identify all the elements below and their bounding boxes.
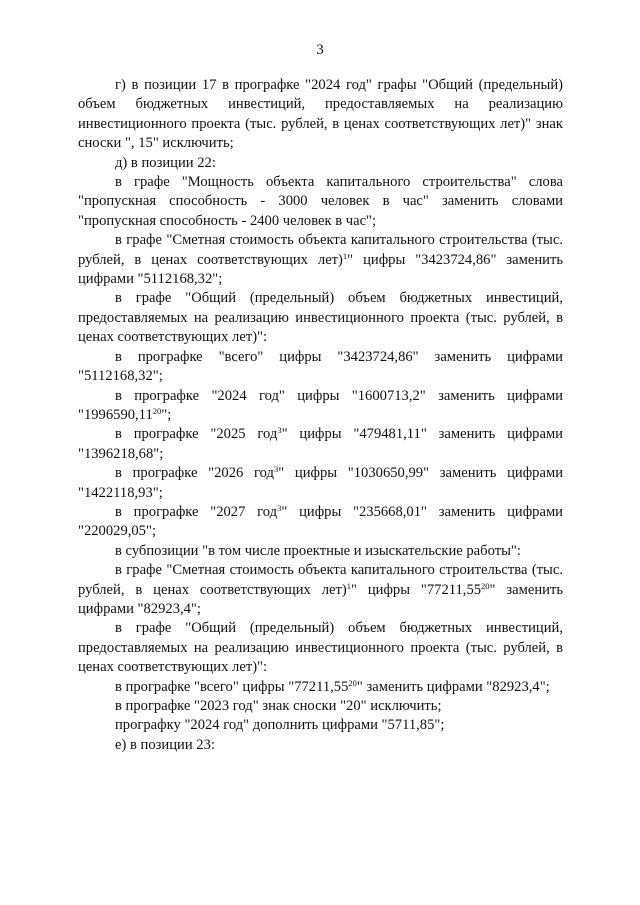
footnote-mark: 20 [348,677,357,688]
paragraph-design-total-investment: в графе "Общий (предельный) объем бюджетных инвестиций, предоставляемых на реализацию инвестиционного проекта (тыс. рублей, в ценах соответствующих лет)": [78,620,563,676]
paragraph-design-subitem-2023: в прографке "2023 год" знак сноски "20" исключить; [115,698,442,714]
paragraph-capacity-column: в графе "Мощность объекта капитального строительства" слова "пропускная способность - 3000 человек в час" заменить словами "пропускная способность - 2400 человек в час"; [78,174,563,229]
paragraph-e-position-23: е) в позиции 23: [115,736,215,753]
paragraph-subitem-2024 [78,387,563,426]
paragraph-design-subitem-total [78,678,563,697]
text-fragment: "; [161,406,172,423]
footnote-mark: 1 [342,250,348,261]
paragraph-total-investment-column: в графе "Общий (предельный) объем бюджетных инвестиций, предоставляемых на реализацию инвестиционного проекта (тыс. рублей, в ценах соответствующих лет)": [78,290,563,346]
text-fragment: в графе "Сметная стоимость объекта капитального строительства (тыс. рублей, в ценах соответствующих лет) [78,562,563,598]
footnote-mark: 3 [273,464,279,475]
text-fragment: " заменить цифрами "82923,4"; [356,678,550,695]
document-body [78,76,563,755]
footnote-mark: 20 [481,580,490,591]
page-number: 3 [316,42,324,58]
text-fragment: " заменить цифрами "82923,4"; [78,581,564,617]
text-fragment: в графе "Сметная стоимость объекта капитального строительства (тыс. рублей, в ценах соответствующих лет) [78,232,563,268]
paragraph-g-position-17: г) в позиции 17 в прографке "2024 год" графы "Общий (предельный) объем бюджетных инвестиций, предоставляемых на реализацию инвестиционного проекта (тыс. рублей, в ценах соответствующих лет)" знак сноски ", 15" исключить; [78,77,563,152]
footnote-mark: 3 [277,425,282,436]
paragraph-estimated-cost-column [78,231,563,289]
text-fragment: в прографке "2026 год [115,465,274,482]
text-fragment: в прографке "2024 год" цифры "1600713,2" заменить цифрами "1996590,11 [78,387,563,423]
paragraph-design-works-subposition: в субпозиции "в том числе проектные и изыскательские работы": [115,542,521,559]
paragraph-design-subitem-2024: прографку "2024 год" дополнить цифрами "5711,85"; [115,717,445,734]
footnote-mark: 3 [277,502,282,513]
text-fragment: в прографке "2027 год [115,503,278,520]
paragraph-subitem-2025 [78,425,563,464]
footnote-mark: 1 [346,580,351,591]
paragraph-subitem-total: в прографке "всего" цифры "3423724,86" заменить цифрами "5112168,32"; [78,348,563,385]
text-fragment: в прографке "всего" цифры "77211,55 [115,678,349,695]
paragraph-design-estimated-cost [78,561,563,619]
text-fragment: " цифры "235668,01" заменить цифрами "220029,05"; [78,503,563,540]
text-fragment: " цифры "479481,11" заменить цифрами "1396218,68"; [78,426,563,462]
text-fragment: " цифры "77211,55 [350,581,482,598]
text-fragment: в прографке "2025 год [115,426,278,443]
text-fragment: " цифры "1030650,99" заменить цифрами "1422118,93"; [78,465,563,501]
text-fragment: " цифры "3423724,86" заменить цифрами "5112168,32"; [78,251,563,288]
paragraph-d-position-22: д) в позиции 22: [115,154,216,171]
footnote-mark: 20 [152,405,162,416]
paragraph-subitem-2026 [78,464,563,503]
paragraph-subitem-2027 [78,503,563,542]
